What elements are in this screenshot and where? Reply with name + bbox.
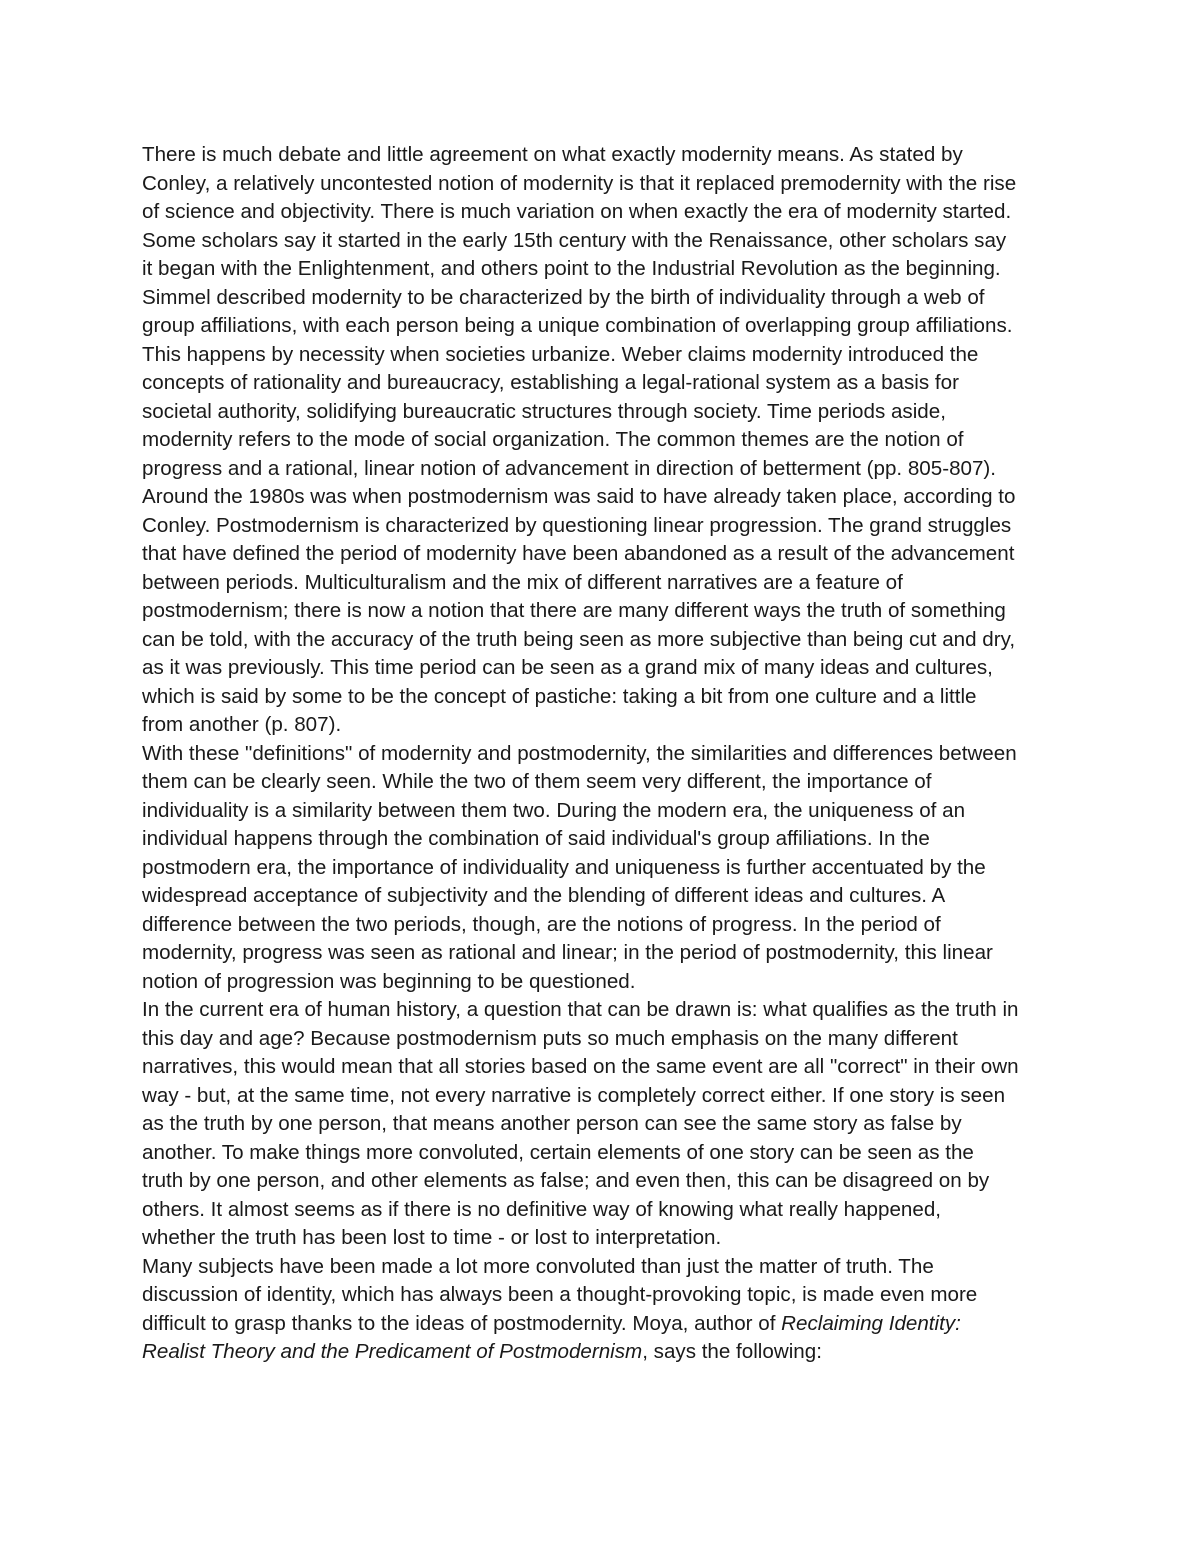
text-line: of science and objectivity. There is much variation on when exactly the era of modernity started. bbox=[142, 200, 1012, 223]
text-line: individual happens through the combination of said individual's group affiliations. In the bbox=[142, 827, 930, 850]
text-line: modernity, progress was seen as rational and linear; in the period of postmodernity, this linear bbox=[142, 941, 993, 964]
text-line: Around the 1980s was when postmodernism was said to have already taken place, according to bbox=[142, 485, 1016, 508]
book-title-italic: Reclaiming Identity: bbox=[781, 1311, 961, 1335]
text-line: notion of progression was beginning to be questioned. bbox=[142, 969, 636, 993]
text-line: as it was previously. This time period can be seen as a grand mix of many ideas and cultures, bbox=[142, 656, 993, 679]
text-line: There is much debate and little agreement on what exactly modernity means. As stated by bbox=[142, 143, 963, 166]
text-line bbox=[142, 1338, 1062, 1367]
text-line: Simmel described modernity to be characterized by the birth of individuality through a web of bbox=[142, 285, 985, 309]
text-line: concepts of rationality and bureaucracy, establishing a legal-rational system as a basis for bbox=[142, 371, 959, 394]
text-line: discussion of identity, which has always been a thought-provoking topic, is made even more bbox=[142, 1283, 978, 1306]
text-line: Conley, a relatively uncontested notion of modernity is that it replaced premodernity with the rise bbox=[142, 171, 1017, 195]
text-line: difference between the two periods, though, are the notions of progress. In the period of bbox=[142, 912, 941, 936]
text-line: This happens by necessity when societies urbanize. Weber claims modernity introduced the bbox=[142, 342, 979, 366]
text-run: , says the following: bbox=[642, 1340, 822, 1363]
text-line: another. To make things more convoluted, certain elements of one story can be seen as the bbox=[142, 1140, 974, 1164]
text-line bbox=[142, 1310, 1062, 1339]
text-line: that have defined the period of modernity have been abandoned as a result of the advancement bbox=[142, 542, 1015, 565]
text-line: them can be clearly seen. While the two of them seem very different, the importance of bbox=[142, 770, 932, 793]
text-line: modernity refers to the mode of social organization. The common themes are the notion of bbox=[142, 428, 964, 451]
text-line: postmodernism; there is now a notion that there are many different ways the truth of something bbox=[142, 599, 1006, 622]
text-line: narratives, this would mean that all stories based on the same event are all "correct" in their own bbox=[142, 1055, 1019, 1078]
text-line: In the current era of human history, a question that can be drawn is: what qualifies as the truth in bbox=[142, 998, 1019, 1021]
text-run: difficult to grasp thanks to the ideas of postmodernity. Moya, author of bbox=[142, 1311, 782, 1335]
book-title-italic: Realist Theory and the Predicament of Postmodernism bbox=[142, 1340, 643, 1363]
text-line: truth by one person, and other elements as false; and even then, this can be disagreed on by bbox=[142, 1169, 990, 1192]
text-line: others. It almost seems as if there is no definitive way of knowing what really happened, bbox=[142, 1197, 941, 1221]
text-line: whether the truth has been lost to time - or lost to interpretation. bbox=[142, 1226, 722, 1249]
text-line: Many subjects have been made a lot more convoluted than just the matter of truth. The bbox=[142, 1254, 934, 1278]
text-line: progress and a rational, linear notion of advancement in direction of betterment (pp. 805-807). bbox=[142, 456, 997, 480]
document-body bbox=[142, 141, 1062, 1367]
text-line: way - but, at the same time, not every narrative is completely correct either. If one story is seen bbox=[142, 1083, 1006, 1107]
text-line: Conley. Postmodernism is characterized by questioning linear progression. The grand struggles bbox=[142, 513, 1012, 537]
text-line: this day and age? Because postmodernism puts so much emphasis on the many different bbox=[142, 1026, 958, 1050]
text-line: can be told, with the accuracy of the truth being seen as more subjective than being cut and dry, bbox=[142, 627, 1016, 651]
text-line: between periods. Multiculturalism and the mix of different narratives are a feature of bbox=[142, 570, 903, 594]
text-line: as the truth by one person, that means another person can see the same story as false by bbox=[142, 1112, 962, 1135]
text-line: from another (p. 807). bbox=[142, 713, 342, 736]
text-line: societal authority, solidifying bureaucratic structures through society. Time periods aside, bbox=[142, 399, 946, 423]
text-line: With these "definitions" of modernity and postmodernity, the similarities and differences between bbox=[142, 741, 1017, 765]
text-line: it began with the Enlightenment, and others point to the Industrial Revolution as the beginning. bbox=[142, 257, 1001, 280]
text-line: widespread acceptance of subjectivity and the blending of different ideas and cultures. A bbox=[142, 884, 946, 907]
text-line: postmodern era, the importance of individuality and uniqueness is further accentuated by the bbox=[142, 855, 986, 879]
text-line: group affiliations, with each person being a unique combination of overlapping group affiliations. bbox=[142, 314, 1013, 337]
text-line: Some scholars say it started in the early 15th century with the Renaissance, other scholars say bbox=[142, 228, 1007, 252]
text-line: which is said by some to be the concept of pastiche: taking a bit from one culture and a little bbox=[142, 684, 977, 708]
text-line: individuality is a similarity between them two. During the modern era, the uniqueness of an bbox=[142, 798, 966, 822]
